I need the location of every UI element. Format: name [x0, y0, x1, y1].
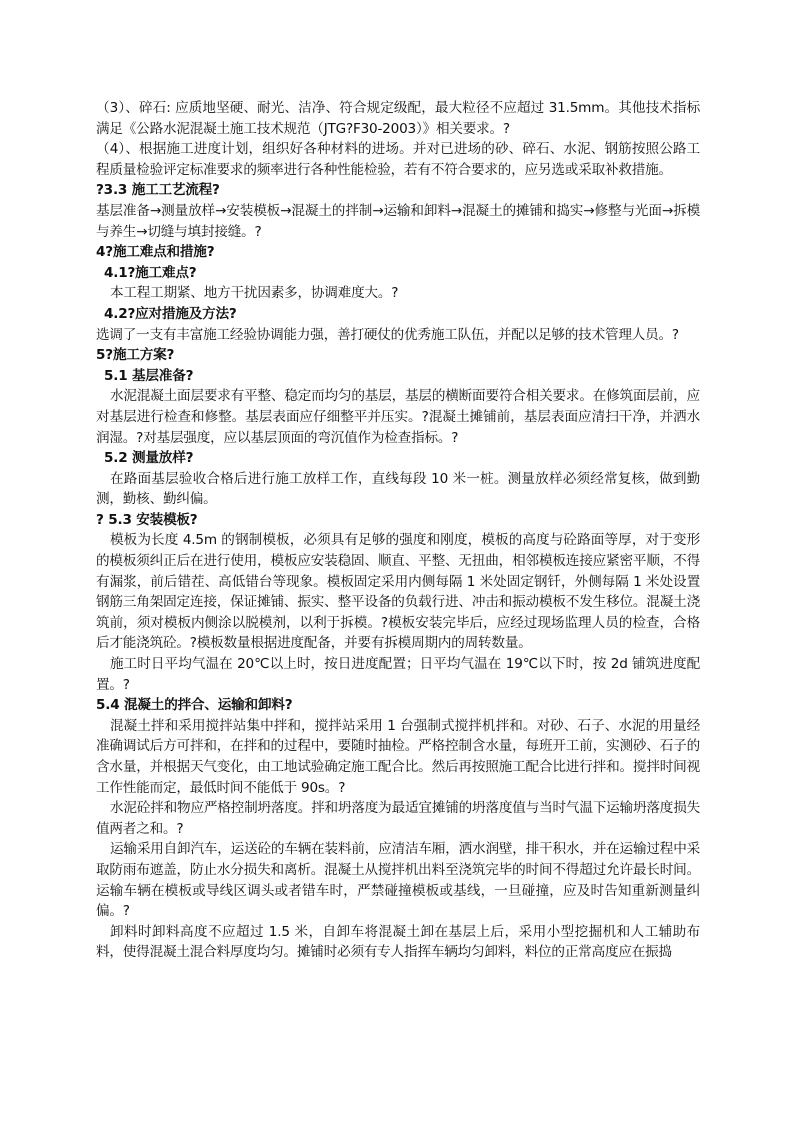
heading-5-2-survey: 5.2 测量放样?	[104, 450, 194, 467]
paragraph-survey: 在路面基层验收合格后进行施工放样工作，直线每段 10 米一桩。测量放样必须经常复核，做到勤测，勤核、勤纠偏。	[96, 470, 700, 508]
paragraph-material-entry: （4）、根据施工进度计划，组织好各种材料的进场。并对已进场的砂、碎石、水泥、钢筋按照公路工程质量检验评定标准要求的频率进行各种性能检验，若有不符合要求的，应另选或采取补救措施。	[96, 141, 700, 178]
heading-4-difficulties: 4?施工难点和措施?	[96, 244, 215, 261]
paragraph-process-flow: 基层准备→测量放样→安装模板→混凝土的拌制→运输和卸料→混凝土的摊铺和捣实→修整与光面→拆模与养生→切缝与填封接缝。?	[96, 202, 700, 240]
paragraph-gravel-requirements: （3）、碎石: 应质地坚硬、耐光、洁净、符合规定级配，最大粒径不应超过 31.5mm。其他技术指标满足《公路水泥混凝土施工技术规范（JTG?F30-2003）》相关要求。?	[96, 100, 700, 137]
heading-3-3-process-flow: ?3.3 施工工艺流程?	[96, 182, 220, 199]
paragraph-unloading: 卸料时卸料高度不应超过 1.5 米，自卸车将混凝土卸在基层上后，采用小型挖掘机和人工辅助布料，使得混凝土混合料厚度均匀。摊铺时必须有专人指挥车辆均匀卸料，料位的正常高度应在振捣	[96, 923, 700, 961]
heading-5-plan: 5?施工方案?	[96, 347, 175, 364]
document-page	[96, 98, 700, 963]
paragraph-base-prep: 水泥混凝土面层要求有平整、稳定而均匀的基层，基层的横断面要符合相关要求。在修筑面层前，应对基层进行检查和修整。基层表面应仔细整平并压实。?混凝土摊铺前，基层表面应清扫干净，并洒水润湿。?对基层强度，应以基层顶面的弯沉值作为检查指标。?	[96, 388, 700, 446]
paragraph-mixing: 混凝土拌和采用搅拌站集中拌和，搅拌站采用 1 台强制式搅拌机拌和。对砂、石子、水泥的用量经准确调试后方可拌和，在拌和的过程中，要随时抽检。严格控制含水量，每班开工前，实测砂、石子的含水量，并根据天气变化，由工地试验确定施工配合比。然后再按照施工配合比进行拌和。搅拌时间视工作性能而定，最低时间不能低于 90s。?	[96, 717, 700, 796]
paragraph-slump: 水泥砼拌和物应严格控制坍落度。拌和坍落度为最适宜摊铺的坍落度值与当时气温下运输坍落度损失值两者之和。?	[96, 800, 700, 837]
paragraph-temperature: 施工时日平均气温在 20℃以上时，按日进度配置；日平均气温在 19℃以下时，按 2d 铺筑进度配置。?	[96, 656, 700, 693]
heading-5-1-base-prep: 5.1 基层准备?	[104, 367, 194, 384]
heading-4-2-measures: 4.2?应对措施及方法?	[104, 305, 237, 322]
paragraph-measures: 选调了一支有丰富施工经验协调能力强，善打硬仗的优秀施工队伍，并配以足够的技术管理人员。?	[96, 326, 679, 343]
paragraph-difficulties: 本工程工期紧、地方干扰因素多，协调难度大。?	[110, 285, 399, 302]
paragraph-transport: 运输采用自卸汽车，运送砼的车辆在装料前，应清洁车厢，洒水润壁，排干积水，并在运输过程中采取防雨布遮盖，防止水分损失和离析。混凝土从搅拌机出料至浇筑完毕的时间不得超过允许最长时间。运输车辆在模板或导线区调头或者错车时，严禁碰撞模板或基线，一旦碰撞，应及时告知重新测量纠偏。?	[96, 841, 700, 920]
heading-4-1-difficulties: 4.1?施工难点?	[104, 264, 197, 281]
paragraph-formwork: 模板为长度 4.5m 的钢制模板，必须具有足够的强度和刚度，模板的高度与砼路面等厚，对于变形的模板须纠正后在进行使用，模板应安装稳固、顺直、平整、无扭曲，相邻模板连接应紧密平顺，不得有漏浆，前后错茬、高低错台等现象。模板固定采用内侧每隔 1 米处固定钢钎，外侧每隔 1 米处设置钢筋三角架固定连接，保证摊铺、振实、整平设备的负载行进、冲击和振动模板不发生移位。混凝土浇筑前，须对模板内侧涂以脱模剂，以利于拆模。?模板安装完毕后，应经过现场监理人员的检查，合格后才能浇筑砼。?模板数量根据进度配备，并要有拆模周期内的周转数量。	[96, 532, 700, 652]
heading-5-4-mixing-transport: 5.4 混凝土的拌合、运输和卸料?	[96, 697, 293, 714]
heading-5-3-formwork: ? 5.3 安装模板?	[96, 511, 198, 528]
